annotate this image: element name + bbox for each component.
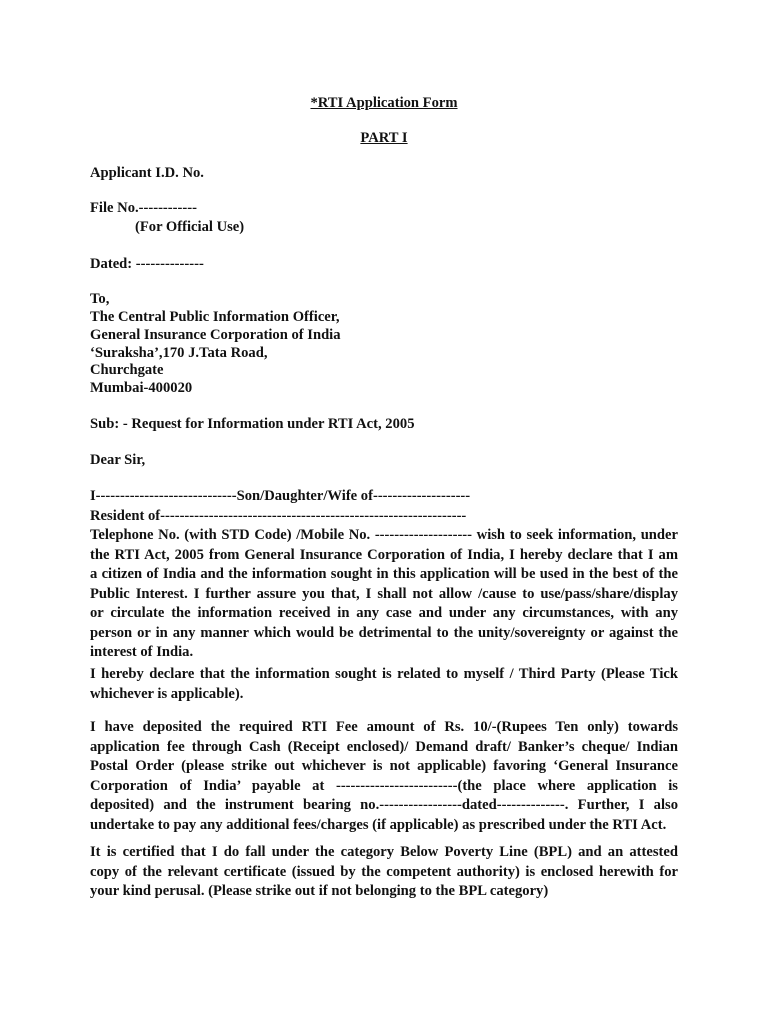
salutation: Dear Sir, (90, 452, 146, 468)
body-paragraph-1 (90, 487, 678, 663)
text-line: Telephone No. (with STD Code) /Mobile No. -------------------- wish to seek information, under (90, 527, 678, 543)
text-line: a citizen of India and the information sought in this application will be used in the best of the (90, 566, 678, 582)
text-line: your kind perusal. (Please strike out if not belonging to the BPL category) (90, 883, 549, 899)
text-line: or circulate the information received in any case and under any circumstances, with any (90, 605, 678, 621)
address-line: Churchgate (90, 362, 164, 378)
applicant-id-label: Applicant I.D. No. (90, 165, 204, 181)
address-line: General Insurance Corporation of India (90, 327, 341, 343)
text-line: deposited) and the instrument bearing no.-----------------dated--------------. Further, I also (90, 797, 678, 813)
text-line: Resident of--------------------------------------------------------------- (90, 507, 467, 524)
text-line: whichever is applicable). (90, 685, 244, 702)
file-no-label: File No.------------ (90, 200, 197, 216)
text-line: Corporation of India’ payable at -------------------------(the place where application is (90, 777, 678, 794)
dated-label: Dated: -------------- (90, 256, 204, 272)
address-line: The Central Public Information Officer, (90, 309, 340, 325)
text-line: Postal Order (please strike out whichever is not applicable) favoring ‘General Insurance (90, 758, 678, 774)
body-paragraph-3 (90, 718, 678, 835)
text-line: I-----------------------------Son/Daughter/Wife of-------------------- (90, 488, 471, 504)
text-line: person or in any manner which would be detrimental to the unity/sovereignty or against the (90, 624, 678, 641)
address-line: Mumbai-400020 (90, 380, 193, 396)
text-line: I have deposited the required RTI Fee amount of Rs. 10/-(Rupees Ten only) towards (90, 719, 678, 735)
text-line: I hereby declare that the information sought is related to myself / Third Party (Please Tick (90, 666, 678, 682)
part-heading: PART I (360, 130, 408, 146)
text-line: It is certified that I do fall under the category Below Poverty Line (BPL) and an attested (90, 844, 678, 860)
body-paragraph-2 (90, 665, 678, 704)
address-to: To, (90, 291, 110, 307)
text-line: undertake to pay any additional fees/charges (if applicable) as prescribed under the RTI Act. (90, 816, 667, 833)
form-title: *RTI Application Form (310, 95, 458, 111)
text-line: the RTI Act, 2005 from General Insurance Corporation of India, I hereby declare that I am (90, 546, 678, 563)
text-line: Public Interest. I further assure you that, I shall not allow /cause to use/pass/share/display (90, 585, 678, 602)
official-use-note: (For Official Use) (135, 219, 245, 235)
text-line: copy of the relevant certificate (issued by the competent authority) is enclosed herewith for (90, 863, 678, 880)
text-line: interest of India. (90, 644, 194, 660)
address-line: ‘Suraksha’,170 J.Tata Road, (90, 345, 268, 361)
subject-line: Sub: - Request for Information under RTI Act, 2005 (90, 416, 415, 432)
text-line: application fee through Cash (Receipt enclosed)/ Demand draft/ Banker’s cheque/ Indian (90, 738, 678, 755)
body-paragraph-4 (90, 843, 678, 902)
